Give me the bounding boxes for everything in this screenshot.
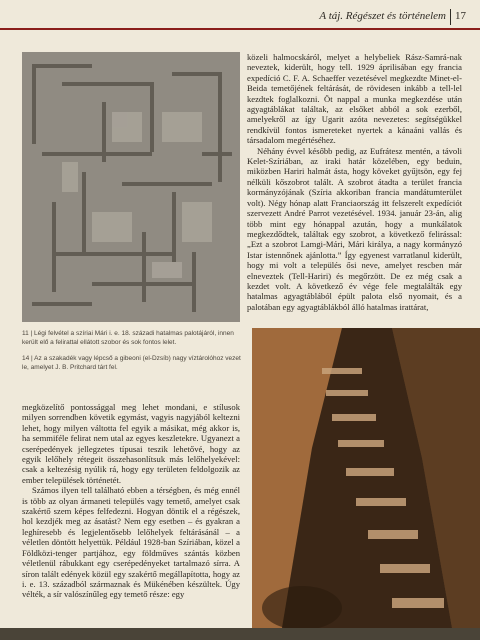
left-text-column bbox=[22, 402, 240, 600]
page-number: 17 bbox=[455, 10, 466, 22]
paragraph: Néhány évvel később pedig, az Eufrátesz mentén, a távoli Kelet-Szíriában, az iraki határ közelében, egy beduin, miközben Hariri halmát ásta, hogy köveket gyűjtsön, egy fej nélküli kőszobrot talált. A szobrot átadta a terület francia kormányzójának (Szíria akkoriban francia mandátumterület volt). Négy hónap alatt Franciaország itt felszerelt expedíciót szervezett André Parrot vezetésével. 1934. január 23-án, alig több mint egy hónappal azután, hogy a munkálatok megkezdődtek, találtak egy szobrot, a következő felirással: „Ezt a szobrot Lamgi-Mári, Mári királya, a nagy kormányzó Istar istennőnek ajánlotta.” Így egyenest varratlanul kiderült, hogy mi volt a település ősi neve, amelyet rescben már elneveztek (Tell-Hariri) és megőrzött. De ez még csak a kezdet volt. A következő év vége fele megtalálták egy hatalmas agyagtáblából épült palota első nyomait, és a palotában egy agyagtáblákból álló hatalmas irattárat, bbox=[247, 145, 462, 312]
paragraph: Számos ilyen tell található ebben a térségben, és még ennél is több az olyan ármaneti település vagy temető, amelyet csak szakértő szem képes felfedezni. Hogyan döntik el a régészek, hol kezdjék meg az ásatást? Nem egy esetben – és gyakran a leghíresebb és legjelentősebb lelőhelyek feltárásánál – a véletlen döntött helyettük. Például 1928-ban Szíriában, közel a Földközi-tenger partjához, egy földműves szántás közben véletlenül rábukkant egy cserépedényeket tartalmazó sírra. A síron talált edények közül egy szakértő megállapította, hogy az i. e. 13. századból származnak és Mükénében készültek. Úgy vélték, a sír valószínűleg egy temető része: egy bbox=[22, 485, 240, 600]
bottom-edge bbox=[0, 628, 480, 640]
stairway-photo-illustration bbox=[252, 328, 480, 628]
header-separator bbox=[450, 9, 451, 25]
aerial-photo-mari-palace bbox=[22, 52, 240, 322]
header-rule bbox=[0, 28, 480, 30]
paragraph: megközelítő pontossággal meg lehet mondani, e stílusok milyen sorrendben követik egymást, vagyis nagyjából keltezni lehet, hogy milyen váltotta fel egyik a másikat, még akkor is, ha semmiféle felirat nem utal az egyes keszletekre. Ugyanezt a cserépedények jellegzetes típusai teszik lehetővé, hogy az egyik lelőhely rétegeit összehasonlítsuk más lelőhelyekével: csak a keltezésig nyúlik rá, hogy egy területen feldolgozik az ember települések történetét. bbox=[22, 402, 240, 485]
aerial-photo-illustration bbox=[22, 52, 240, 322]
paragraph: közeli halmocskáról, melyet a helybeliek Rász-Samrá-nak neveztek, kiderült, hogy tell. 1929 áprilisában egy francia expedíció C. F. A. Schaeffer vezetésével megkezdte Minet-el-Beida temetőjének feltárását, de rövidesen inkább a tell-lel kezdtek foglalkozni. Öt nappal a munka megkezdése után agyagtáblákat találtak, az elsőket abból a sok ezerből, amelyekről az így Ugarit azóta nevezetes: segítségükkel rendkívül fontos ismereteket nyertek a kánaáni vallás és társadalom megértéséhez. bbox=[247, 52, 462, 146]
running-head: A táj. Régészet és történelem bbox=[319, 10, 446, 22]
right-text-column bbox=[247, 52, 462, 312]
stairway-photo-gibeon bbox=[252, 328, 480, 628]
photo-caption-aerial: 11 | Légi felvétel a szíriai Mári i. e. 18. századi hatalmas palotájáról, innen került elő a felirattal ellátott szobor és sok fontos lelet. bbox=[22, 330, 234, 346]
photo-caption-stairs: 14 | Az a szakadék vagy lépcső a gibeoni (el-Dzsíb) nagy víztárolóhoz vezet le, amelyet J. B. Pritchard tárt fel. bbox=[22, 355, 241, 371]
